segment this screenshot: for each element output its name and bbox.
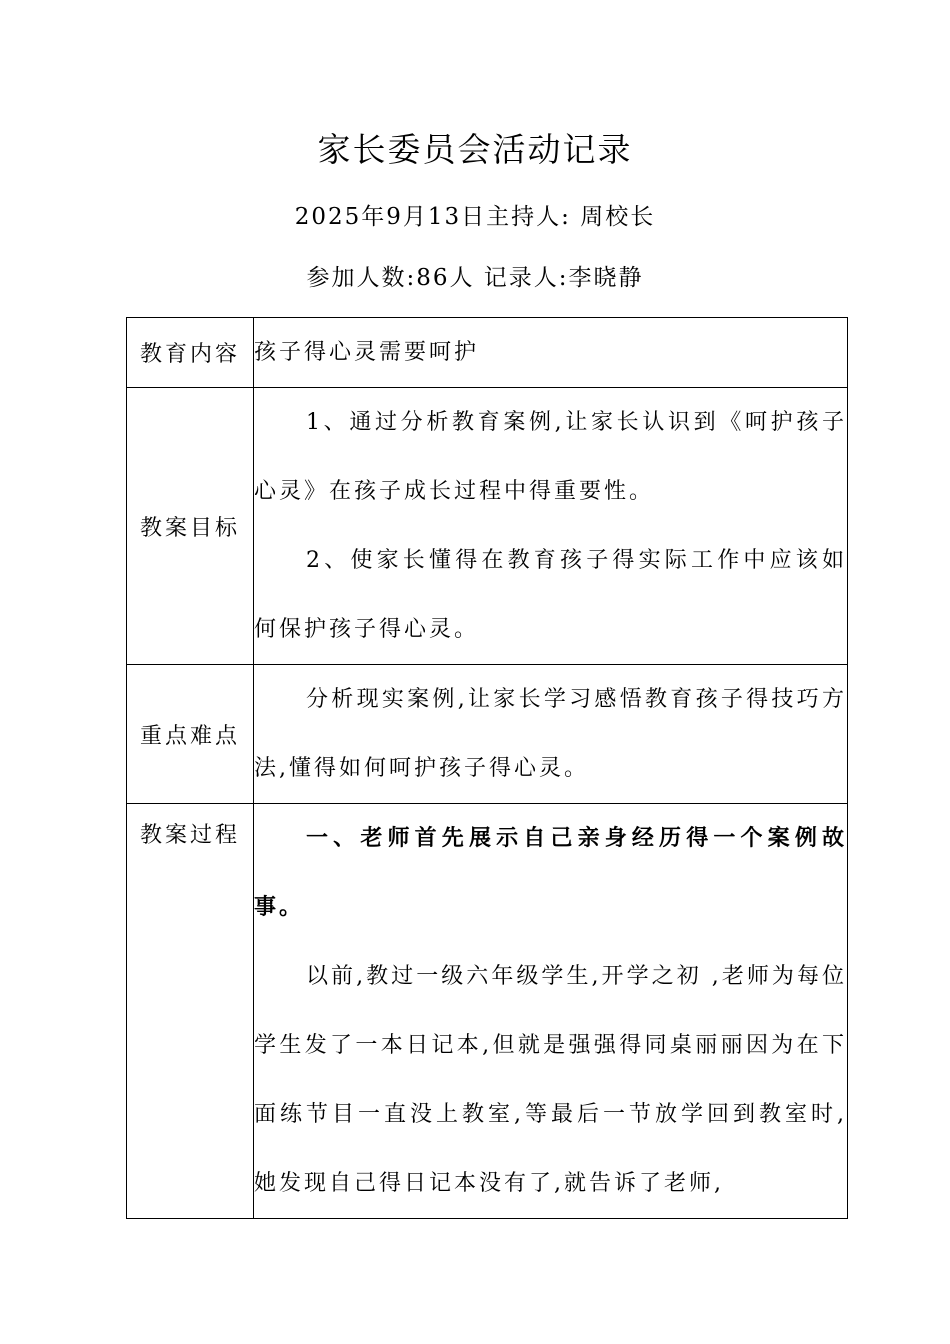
process-story-paragraph: 以前,教过一级六年级学生,开学之初 ,老师为每位学生发了一本日记本,但就是强强得同桌丽丽因为在下面练节目一直没上教室,等最后一节放学回到教室时,她发现自己得日记本没有了,就告诉了老师, xyxy=(254,964,847,1196)
label-lesson-process: 教案过程 xyxy=(127,804,254,1219)
table-row-lesson-process xyxy=(127,804,848,1219)
table-row-lesson-goals xyxy=(127,388,848,665)
cell-lesson-process xyxy=(254,804,848,1219)
key-points-paragraph: 分析现实案例,让家长学习感悟教育孩子得技巧方法,懂得如何呵护孩子得心灵。 xyxy=(254,687,847,781)
cell-education-content xyxy=(254,318,848,388)
goal-paragraph-2: 2、使家长懂得在教育孩子得实际工作中应该如何保护孩子得心灵。 xyxy=(254,548,847,642)
education-content-text: 孩子得心灵需要呵护 xyxy=(254,340,480,365)
cell-key-points xyxy=(254,665,848,804)
cell-lesson-goals xyxy=(254,388,848,665)
goal-paragraph-1: 1、通过分析教育案例,让家长认识到《呵护孩子心灵》在孩子成长过程中得重要性。 xyxy=(254,410,847,504)
attendance-recorder: 参加人数:86人 记录人:李晓静 xyxy=(306,265,644,291)
table-row-key-points xyxy=(127,665,848,804)
document-title: 家长委员会活动记录 xyxy=(317,130,633,169)
table-row-education-content xyxy=(127,318,848,388)
meeting-date-host: 2025年9月13日主持人: 周校长 xyxy=(294,204,656,230)
label-key-points: 重点难点 xyxy=(127,665,254,804)
process-heading: 一、老师首先展示自己亲身经历得一个案例故事。 xyxy=(254,826,847,920)
label-education-content: 教育内容 xyxy=(127,318,254,388)
label-lesson-goals: 教案目标 xyxy=(127,388,254,665)
activity-record-table xyxy=(126,317,848,1219)
